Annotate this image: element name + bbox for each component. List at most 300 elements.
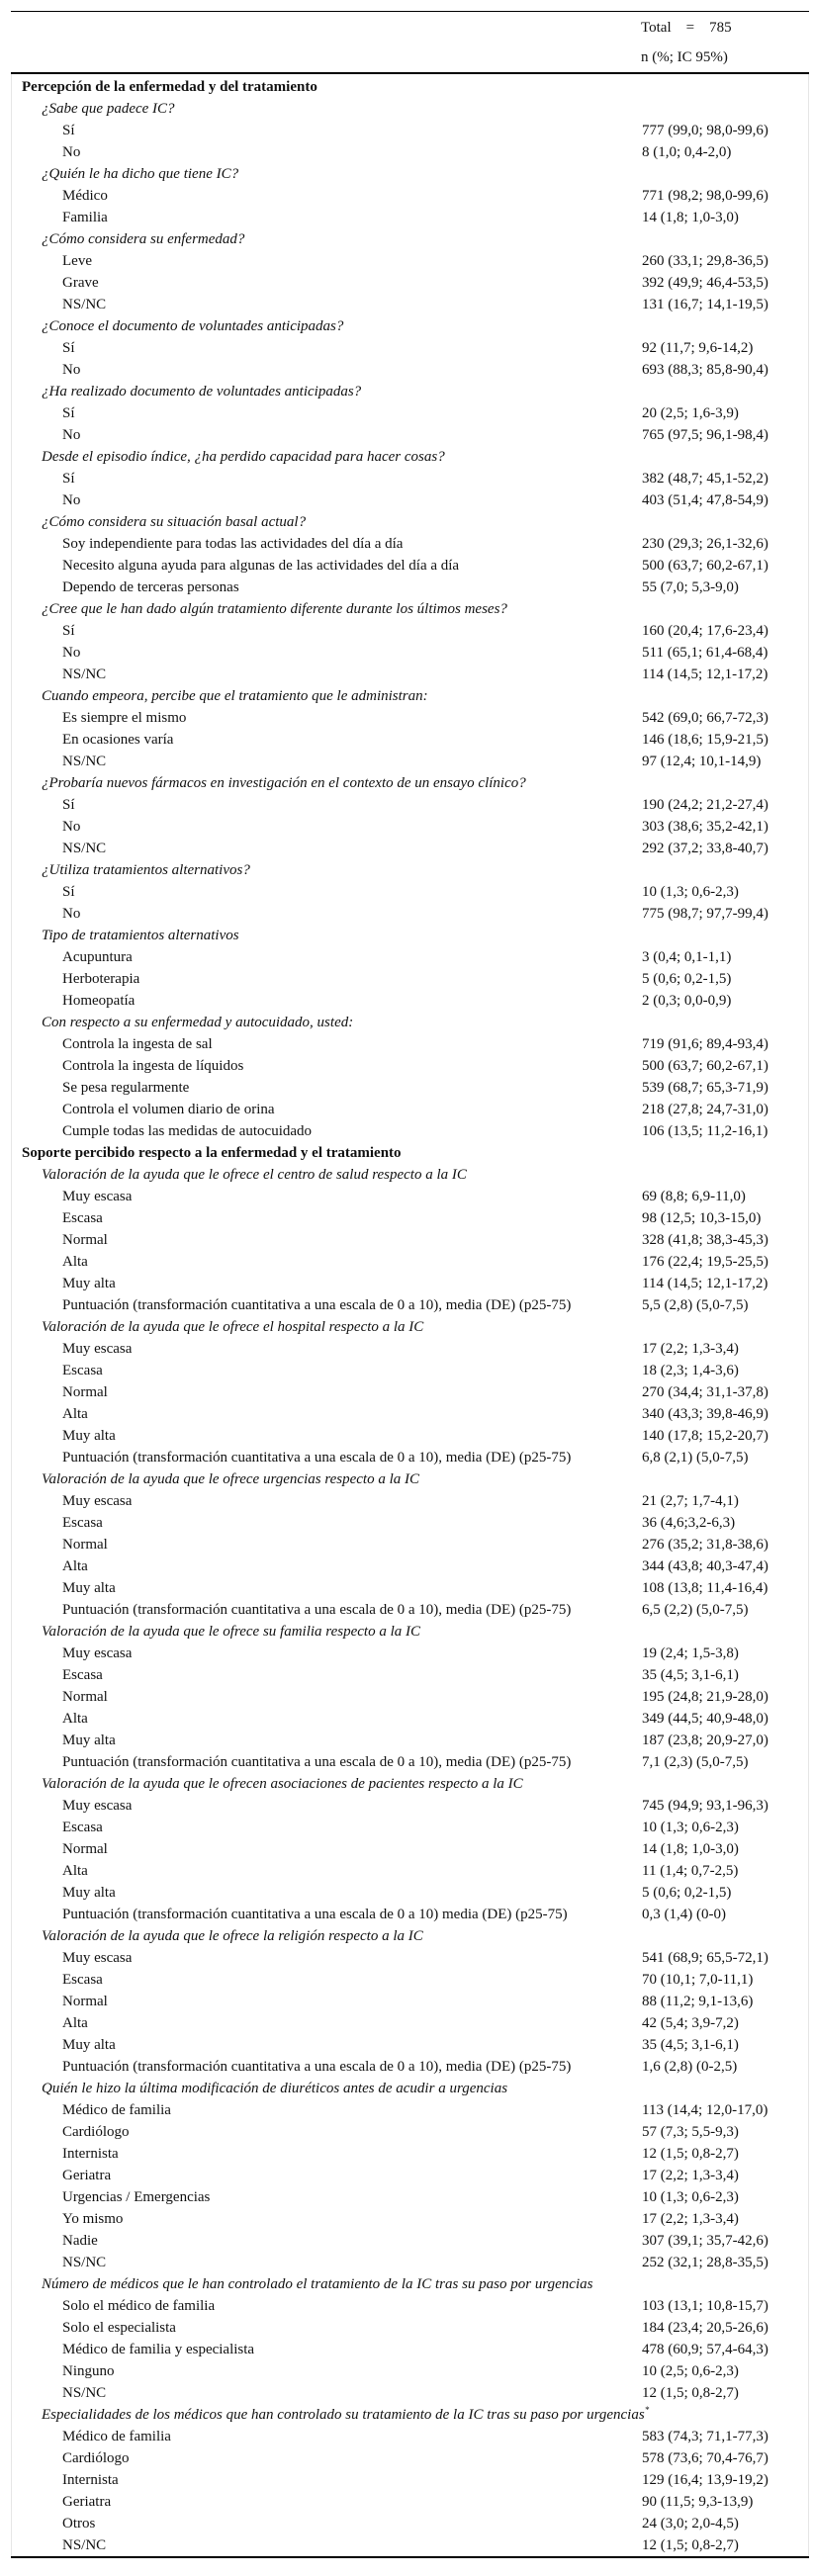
question-row-label [42,1621,420,1643]
section-header [12,76,808,98]
total-label: Total = 785 [641,20,732,36]
table-row [12,207,808,228]
label-text: ¿Probaría nuevos fármacos en investigación en el contexto de un ensayo clínico? [42,775,526,791]
label-text: Cumple todas las medidas de autocuidado [62,1123,313,1139]
table-row-label [62,1294,571,1316]
table-row-label [62,903,80,925]
label-text: Sí [62,405,75,421]
label-text: Normal [62,1384,108,1400]
value-cell: 55 (7,0; 5,3-9,0) [642,579,739,595]
table-row [12,2165,808,2186]
value-cell: 176 (22,4; 19,5-25,5) [642,1254,769,1270]
table-row-label [62,838,106,859]
value-cell: 252 (32,1; 28,8-35,5) [642,2255,769,2270]
question-row [12,1773,808,1795]
table-row-label [62,141,80,163]
table-row-label [62,2360,115,2382]
value-cell: 92 (11,7; 9,6-14,2) [642,340,754,356]
question-row [12,925,808,946]
question-row [12,1164,808,1186]
table-row [12,903,808,925]
label-text: Número de médicos que le han controlado el tratamiento de la IC tras su paso por urgencias [42,2276,593,2292]
results-table [11,11,809,2558]
label-text: No [62,362,81,378]
table-row [12,272,808,294]
value-cell: 539 (68,7; 65,3-71,9) [642,1080,769,1096]
label-text: Muy alta [62,2037,116,2053]
label-text: En ocasiones varía [62,732,174,748]
table-row-label [62,1381,108,1403]
table-row [12,1360,808,1381]
table-row [12,2034,808,2056]
table-row [12,968,808,990]
value-cell: 97 (12,4; 10,1-14,9) [642,754,762,769]
question-row [12,228,808,250]
label-text: Muy escasa [62,1645,133,1661]
question-row [12,163,808,185]
value-cell: 42 (5,4; 3,9-7,2) [642,2015,739,2031]
label-text: Alta [62,1406,88,1422]
question-row-label [42,1316,423,1338]
value-cell: 184 (23,4; 20,5-26,6) [642,2320,769,2336]
table-row [12,620,808,642]
table-row [12,642,808,664]
table-row-label [62,1425,116,1447]
value-cell: 328 (41,8; 38,3-45,3) [642,1232,769,1248]
value-cell: 1,6 (2,8) (0-2,5) [642,2059,738,2075]
question-row-label [42,2078,507,2099]
value-cell: 478 (60,9; 57,4-64,3) [642,2342,769,2357]
label-text: Alta [62,2015,88,2031]
value-cell: 12 (1,5; 0,8-2,7) [642,2385,739,2401]
value-cell: 88 (11,2; 9,1-13,6) [642,1994,754,2009]
question-row [12,315,808,337]
label-text: Herboterapia [62,971,140,987]
table-row [12,1991,808,2012]
table-row [12,468,808,489]
table-row [12,2099,808,2121]
label-text: Controla la ingesta de líquidos [62,1058,244,1074]
label-text: Quién le hizo la última modificación de diuréticos antes de acudir a urgencias [42,2081,508,2096]
table-row-label [62,729,173,751]
table-row [12,1294,808,1316]
table-row-label [62,2491,111,2513]
table-row [12,1599,808,1621]
question-row-label [42,1164,467,1186]
label-text: Solo el especialista [62,2320,176,2336]
table-row [12,2208,808,2230]
value-cell: 10 (1,3; 0,6-2,3) [642,2189,739,2205]
question-row-label [42,1012,353,1033]
table-body [11,74,809,2556]
label-text: Especialidades de los médicos que han controlado su tratamiento de la IC tras su paso por urgencias [42,2407,645,2423]
table-row-label [62,2230,98,2252]
label-text: Normal [62,1537,108,1553]
table-row-label [62,2447,130,2469]
label-text: Con respecto a su enfermedad y autocuidado, usted: [42,1015,354,1030]
value-cell: 5,5 (2,8) (5,0-7,5) [642,1297,749,1313]
table-row [12,2382,808,2404]
label-text: ¿Quién le ha dicho que tiene IC? [42,166,239,182]
table-row-label [62,1577,116,1599]
table-row [12,1795,808,1817]
label-text: Escasa [62,1820,103,1835]
label-text: Médico [62,188,108,204]
question-row-label [42,1925,423,1947]
value-cell: 777 (99,0; 98,0-99,6) [642,123,769,138]
table-row-label [62,1512,103,1534]
table-row-label [62,272,99,294]
table-row [12,1490,808,1512]
table-row [12,2513,808,2534]
table-row-label [62,968,139,990]
table-row [12,2534,808,2556]
label-text: Muy alta [62,1732,116,1748]
value-cell: 500 (63,7; 60,2-67,1) [642,558,769,574]
table-row-label [62,533,403,555]
label-text: Normal [62,1689,108,1705]
label-text: Puntuación (transformación cuantitativa a una escala de 0 a 10), media (DE) (p25-75) [62,1297,572,1313]
value-cell: 114 (14,5; 12,1-17,2) [642,666,769,682]
label-text: ¿Cómo considera su situación basal actual? [42,514,307,530]
table-row [12,533,808,555]
section-header-label [22,76,317,98]
table-row-label [62,337,75,359]
label-text: ¿Cómo considera su enfermedad? [42,231,245,247]
table-row-label [62,2121,130,2143]
label-text: ¿Sabe que padece IC? [42,101,175,117]
table-row-label [62,2295,215,2317]
table-row [12,1229,808,1251]
value-cell: 292 (37,2; 33,8-40,7) [642,841,769,856]
table-row-label [62,1229,108,1251]
value-cell: 10 (2,5; 0,6-2,3) [642,2363,739,2379]
table-row-label [62,555,459,577]
question-row-label [42,2404,649,2426]
table-row-label [62,2034,116,2056]
value-cell: 98 (12,5; 10,3-15,0) [642,1210,762,1226]
value-cell: 113 (14,4; 12,0-17,0) [642,2102,769,2118]
label-text: Muy escasa [62,1493,133,1509]
label-text: No [62,427,81,443]
value-cell: 140 (17,8; 15,2-20,7) [642,1428,769,1444]
label-text: Alta [62,1711,88,1727]
value-cell: 771 (98,2; 98,0-99,6) [642,188,769,204]
label-text: ¿Ha realizado documento de voluntades anticipadas? [42,384,362,400]
table-row-label [62,1664,103,1686]
question-row [12,598,808,620]
label-text: Se pesa regularmente [62,1080,190,1096]
table-row [12,1686,808,1708]
label-text: Sí [62,884,75,900]
table-row [12,1751,808,1773]
value-cell: 131 (16,7; 14,1-19,5) [642,297,769,312]
table-row [12,2447,808,2469]
table-row-label [62,1186,132,1207]
table-row-label [62,2534,106,2556]
table-row-label [62,2339,254,2360]
value-cell: 5 (0,6; 0,2-1,5) [642,971,732,987]
section-header-label [22,1142,402,1164]
label-text: Sí [62,623,75,639]
label-text: ¿Conoce el documento de voluntades anticipadas? [42,318,344,334]
label-text: Médico de familia [62,2102,171,2118]
label-text: Alta [62,1863,88,1879]
table-row [12,1207,808,1229]
label-text: Valoración de la ayuda que le ofrece el hospital respecto a la IC [42,1319,424,1335]
table-row [12,1555,808,1577]
label-text: Yo mismo [62,2211,124,2227]
table-row-label [62,2208,123,2230]
table-row-label [62,120,75,141]
table-row [12,707,808,729]
question-row-label [42,511,306,533]
table-row [12,1643,808,1664]
table-row-label [62,1338,132,1360]
table-row-label [62,424,80,446]
value-cell: 20 (2,5; 1,6-3,9) [642,405,739,421]
table-row-label [62,1882,116,1904]
table-row [12,1425,808,1447]
label-text: Grave [62,275,99,291]
table-row [12,141,808,163]
table-row-label [62,1055,243,1077]
label-text: Nadie [62,2233,98,2249]
label-text: Ninguno [62,2363,115,2379]
label-text: Acupuntura [62,949,133,965]
value-cell: 12 (1,5; 0,8-2,7) [642,2146,739,2162]
table-row-label [62,1447,571,1468]
label-text: Controla la ingesta de sal [62,1036,213,1052]
value-cell: 187 (23,8; 20,9-27,0) [642,1732,769,1748]
value-cell: 24 (3,0; 2,0-4,5) [642,2516,739,2532]
table-row-label [62,2426,171,2447]
table-row [12,1664,808,1686]
label-text: No [62,906,81,922]
table-row-label [62,1708,88,1730]
question-row [12,1012,808,1033]
table-row [12,185,808,207]
value-cell: 129 (16,4; 13,9-19,2) [642,2472,769,2488]
question-row-label [42,381,361,402]
value-cell: 230 (29,3; 26,1-32,6) [642,536,769,552]
table-row [12,1381,808,1403]
label-text: Valoración de la ayuda que le ofrece su familia respecto a la IC [42,1624,420,1640]
value-cell: 19 (2,4; 1,5-3,8) [642,1645,739,1661]
value-cell: 35 (4,5; 3,1-6,1) [642,1667,739,1683]
table-row [12,1860,808,1882]
table-row [12,1838,808,1860]
question-row [12,2078,808,2099]
table-row [12,838,808,859]
value-cell: 17 (2,2; 1,3-3,4) [642,1341,739,1357]
table-row [12,2317,808,2339]
table-row [12,1055,808,1077]
table-row-label [62,2513,95,2534]
table-row-label [62,1490,132,1512]
value-cell: 17 (2,2; 1,3-3,4) [642,2211,739,2227]
label-text: Sí [62,797,75,813]
table-row-label [62,946,133,968]
label-text: Cuando empeora, percibe que el tratamiento que le administran: [42,688,428,704]
value-cell: 307 (39,1; 35,7-42,6) [642,2233,769,2249]
value-cell: 218 (27,8; 24,7-31,0) [642,1102,769,1117]
table-row-label [62,1251,88,1273]
value-cell: 6,5 (2,2) (5,0-7,5) [642,1602,749,1618]
table-row [12,1099,808,1120]
label-text: Escasa [62,1667,103,1683]
value-cell: 35 (4,5; 3,1-6,1) [642,2037,739,2053]
label-text: Otros [62,2516,96,2532]
label-text: Valoración de la ayuda que le ofrecen asociaciones de pacientes respecto a la IC [42,1776,523,1792]
label-text: Escasa [62,1972,103,1988]
value-cell: 511 (65,1; 61,4-68,4) [642,645,769,661]
question-row [12,1468,808,1490]
table-row [12,555,808,577]
table-row [12,1969,808,1991]
label-text: Solo el médico de familia [62,2298,216,2314]
value-cell: 583 (74,3; 71,1-77,3) [642,2429,769,2444]
table-row-label [62,1555,88,1577]
value-cell: 57 (7,3; 5,5-9,3) [642,2124,739,2140]
label-text: No [62,144,81,160]
table-row-label [62,2317,176,2339]
table-row [12,1947,808,1969]
label-text: Valoración de la ayuda que le ofrece la religión respecto a la IC [42,1928,423,1944]
table-row-label [62,402,75,424]
table-row [12,1338,808,1360]
value-cell: 10 (1,3; 0,6-2,3) [642,884,739,900]
value-cell: 5 (0,6; 0,2-1,5) [642,1885,732,1901]
table-row-label [62,707,186,729]
value-cell: 10 (1,3; 0,6-2,3) [642,1820,739,1835]
table-row [12,1077,808,1099]
table-row [12,751,808,772]
label-text: Alta [62,1254,88,1270]
table-row-label [62,620,75,642]
label-text: Puntuación (transformación cuantitativa a una escala de 0 a 10), media (DE) (p25-75) [62,1602,572,1618]
table-row [12,2143,808,2165]
value-cell: 775 (98,7; 97,7-99,4) [642,906,769,922]
value-cell: 103 (13,1; 10,8-15,7) [642,2298,769,2314]
question-row [12,1621,808,1643]
table-row [12,1251,808,1273]
label-text: Normal [62,1994,108,2009]
question-row-label [42,772,526,794]
value-cell: 69 (8,8; 6,9-11,0) [642,1189,746,1204]
label-text: Es siempre el mismo [62,710,187,726]
question-row-label [42,163,238,185]
table-row [12,1708,808,1730]
value-cell: 146 (18,6; 15,9-21,5) [642,732,769,748]
table-row-label [62,1099,275,1120]
value-cell: 11 (1,4; 0,7-2,5) [642,1863,739,1879]
table-row [12,2469,808,2491]
label-text: Controla el volumen diario de orina [62,1102,275,1117]
label-text: Muy escasa [62,1341,133,1357]
label-text: NS/NC [62,2385,107,2401]
table-row-label [62,1860,88,1882]
label-text: Necesito alguna ayuda para algunas de las actividades del día a día [62,558,460,574]
table-row-label [62,1817,103,1838]
label-text: NS/NC [62,2255,107,2270]
table-row [12,1186,808,1207]
label-text: Tipo de tratamientos alternativos [42,928,239,943]
label-text: Soy independiente para todas las actividades del día a día [62,536,404,552]
label-text: NS/NC [62,666,107,682]
label-text: Sí [62,340,75,356]
table-row [12,1403,808,1425]
table-row-label [62,1534,108,1555]
value-cell: 190 (24,2; 21,2-27,4) [642,797,769,813]
table-row [12,1033,808,1055]
label-text: Homeopatía [62,993,136,1009]
table-row-label [62,2143,119,2165]
label-text: Puntuación (transformación cuantitativa a una escala de 0 a 10), media (DE) (p25-75) [62,1754,572,1770]
table-row-label [62,2165,111,2186]
question-row [12,1925,808,1947]
value-cell: 349 (44,5; 40,9-48,0) [642,1711,769,1727]
label-text: Geriatra [62,2168,112,2183]
label-text: Puntuación (transformación cuantitativa a una escala de 0 a 10) media (DE) (p25-75) [62,1907,568,1922]
table-row-label [62,1686,108,1708]
value-cell: 195 (24,8; 21,9-28,0) [642,1689,769,1705]
table-row-label [62,1207,103,1229]
value-cell: 403 (51,4; 47,8-54,9) [642,492,769,508]
table-row-label [62,881,75,903]
table-row [12,1273,808,1294]
label-text: Puntuación (transformación cuantitativa a una escala de 0 a 10), media (DE) (p25-75) [62,1450,572,1466]
question-row [12,772,808,794]
table-row [12,1534,808,1555]
value-cell: 21 (2,7; 1,7-4,1) [642,1493,739,1509]
value-cell: 276 (35,2; 31,8-38,6) [642,1537,769,1553]
table-row-label [62,1730,116,1751]
label-text: NS/NC [62,754,107,769]
label-text: Muy escasa [62,1189,133,1204]
table-row-label [62,1273,116,1294]
label-text: Alta [62,1558,88,1574]
table-row [12,946,808,968]
table-row-label [62,2056,571,2078]
label-text: NS/NC [62,841,107,856]
table-row [12,2121,808,2143]
table-row [12,1904,808,1925]
table-row-label [62,1033,213,1055]
table-row [12,577,808,598]
table-row-label [62,1360,103,1381]
table-row-label [62,207,108,228]
question-row [12,381,808,402]
question-row [12,98,808,120]
table-row-label [62,2252,106,2273]
question-row-label [42,859,250,881]
table-row-label [62,1838,108,1860]
table-row [12,1817,808,1838]
label-text: ¿Cree que le han dado algún tratamiento diferente durante los últimos meses? [42,601,507,617]
value-cell: 0,3 (1,4) (0-0) [642,1907,726,1922]
table-row [12,816,808,838]
question-row [12,446,808,468]
value-cell: 160 (20,4; 17,6-23,4) [642,623,769,639]
table-row [12,402,808,424]
unit-label: n (%; IC 95%) [641,49,728,65]
label-text: ¿Utiliza tratamientos alternativos? [42,862,250,878]
table-row-label [62,577,239,598]
question-row-label [42,925,239,946]
table-row-label [62,664,106,685]
value-cell: 3 (0,4; 0,1-1,1) [642,949,732,965]
